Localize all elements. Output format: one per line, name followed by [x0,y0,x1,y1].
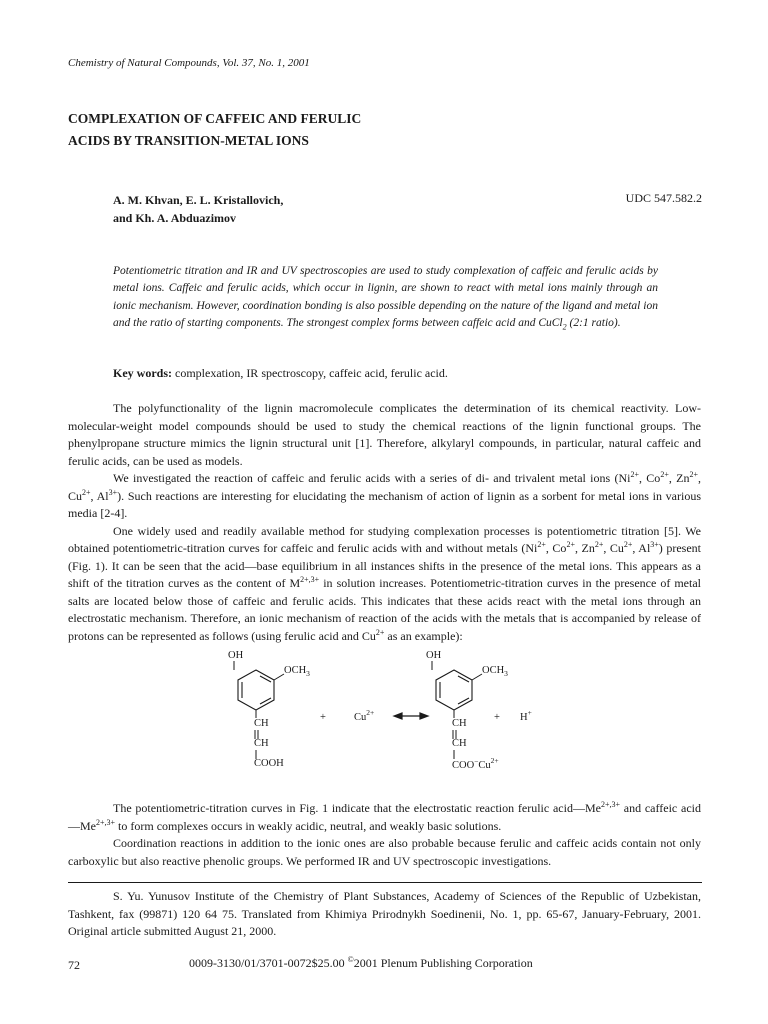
paragraph-2: We investigated the reaction of caffeic and ferulic acids with a series of di- and trivalent metal ions ($Ni^{2+}$, $Co^{2+}$, $Zn^{2+}$, $Cu^{2+}$, $Al^{3+}$). Such reactions are interesting for elucidating the mechanism of action of lignin as a sorbent for metal ions in various media [2-4]. [68,470,701,520]
copyright-footer: 0009-3130/01/3701-0072$25.00 ©2001 Plenum Publishing Corporation [189,955,533,970]
copper-ion: $Cu^{2+}$ [354,708,375,723]
page-number: 72 [68,958,80,972]
left-benzene-ring [238,670,274,710]
right-och3-label: $OCH_3$ [482,665,508,678]
plus-sign-1: + [320,712,326,723]
paragraph-5: Coordination reactions in addition to the ionic ones are also probable because ferulic and caffeic acids contain not only carboxylic but also reactive phenolic groups. We performed IR and UV spectroscopic investigations. [68,836,701,868]
paragraph-1: The polyfunctionality of the lignin macromolecule complicates the determination of its chemical reactivity. Low-molecular-weight model compounds should be used to study the chemical reactions of the lignin functional groups. The phenylpropane structure mimics the lignin structural unit [1]. Therefore, alkylaryl compounds, in particular, natural caffeic and ferulic acids, can be used as models. [68,401,701,468]
article-title [68,108,361,152]
affiliation-footnote [68,888,701,941]
body-text-lower [68,800,701,870]
right-ch-1: CH [452,718,467,729]
abstract-text-2: (2:1 ratio). [566,317,621,330]
keywords-label: Key words: [113,366,172,380]
authors-line-2: and Kh. A. Abduazimov [113,211,237,225]
left-och3-bond [274,674,284,680]
journal-header: Chemistry of Natural Compounds, Vol. 37, No. 1, 2001 [68,57,310,69]
keywords [113,366,448,381]
footnote-divider [68,882,702,883]
abstract [113,263,658,333]
right-carboxylate: $COO^-Cu^{2+}$ [452,756,499,771]
equilibrium-arrow [394,713,428,719]
body-text-upper [68,400,701,645]
authors-line-1: A. M. Khvan, E. L. Kristallovich, [113,193,284,207]
keywords-text: complexation, IR spectroscopy, caffeic acid, ferulic acid. [172,366,448,380]
left-cooh: COOH [254,758,284,769]
plus-sign-2: + [494,712,500,723]
right-oh-label: OH [426,650,442,661]
right-och3-bond [472,674,482,680]
abstract-subscript: 2 [562,322,567,332]
reaction-scheme [228,648,542,773]
proton: H+ [520,708,532,723]
right-benzene-ring [436,670,472,710]
abstract-text-1: Potentiometric titration and IR and UV spectroscopies are used to study complexation of caffeic and ferulic acids by metal ions. Caffeic and ferulic acids, which occur in lignin, are shown to react with metal ions mainly through an ionic mechanism. However, coordination bonding is also possible depending on the nature of the ligand and metal ion and the ratio of starting components. The strongest complex forms between caffeic acid and CuCl [113,265,658,330]
title-line-1: COMPLEXATION OF CAFFEIC AND FERULIC [68,111,362,126]
authors [113,191,283,227]
left-oh-label: OH [228,650,244,661]
paragraph-3: One widely used and readily available method for studying complexation processes is potentiometric titration [5]. We obtained potentiometric-titration curves for caffeic and ferulic acids with and without metals ($Ni^{2+}$, $Co^{2+}$, $Zn^{2+}$, $Cu^{2+}$, $Al^{3+}$) present (Fig. 1). It can be seen that the acid—base equilibrium in all instances shifts in the presence of the metal ions. This appears as a shift of the titration curves as the content of $M^{2+,3+}$ in solution increases. Potentiometric-titration curves in the presence of metal salts are located below those of caffeic and ferulic acids. This indicates that these acids react with the metal ions through an electrostatic mechanism. Therefore, an ionic mechanism of reaction of the acids with the metals that is accompanied by release of protons can be represented as follows (using ferulic acid and $Cu^{2+}$ as an example): [68,523,701,643]
title-line-2: ACIDS BY TRANSITION-METAL IONS [68,133,309,148]
left-ch-1: CH [254,718,269,729]
udc-code: UDC 547.582.2 [625,191,702,205]
affiliation-text: S. Yu. Yunusov Institute of the Chemistry of Plant Substances, Academy of Sciences of the Republic of Uzbekistan, Tashkent, fax (99871) 120 64 75. Translated from Khimiya Prirodnykh Soedinenii, No. 1, pp. 65-67, January-February, 2001. Original article submitted August 21, 2000. [68,889,701,938]
right-ch-2: CH [452,738,467,749]
paragraph-4: The potentiometric-titration curves in Fig. 1 indicate that the electrostatic reaction ferulic $acid—Me^{2+,3+}$ and caffeic $acid—Me^{2+,3+}$ to form complexes occurs in weakly acidic, neutral, and weakly basic solutions. [68,800,701,833]
left-och3-label: $OCH_3$ [284,665,310,678]
left-ch-2: CH [254,738,269,749]
